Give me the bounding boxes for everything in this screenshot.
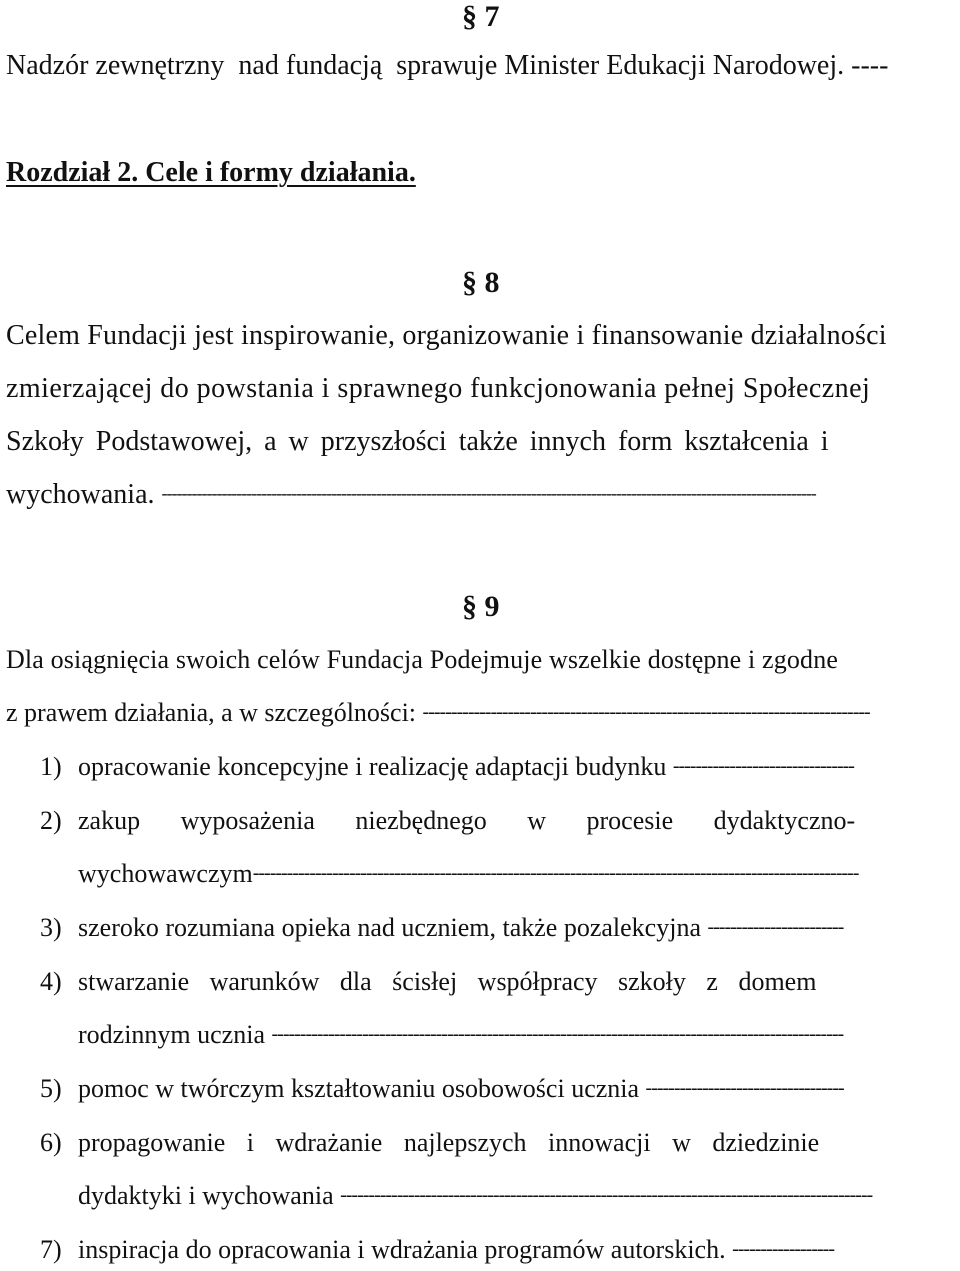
list-item-line: rodzinnym ucznia (78, 1020, 265, 1049)
list-item-dashes: ----------------------------------------------------------------------------------------------------------- (252, 862, 859, 884)
list-item-number: 2) (40, 806, 62, 835)
list-item-continuation (78, 859, 954, 889)
list-item-text (78, 1074, 954, 1104)
list-item-dashes: ------------------------ (707, 916, 844, 938)
section-7-heading: § 7 (462, 0, 500, 33)
list-item-number: 3) (40, 913, 62, 942)
paragraph-8-line-1: Celem Fundacji jest inspirowanie, organizowanie i finansowanie działalności (6, 320, 887, 351)
chapter-title: Rozdział 2. Cele i formy działania. (6, 157, 416, 188)
list-item-continuation (78, 1181, 954, 1211)
list-item-line: propagowanie i wdrażanie najlepszych innowacji w dziedzinie (78, 1128, 820, 1157)
paragraph-8-line-4 (6, 479, 956, 511)
paragraph-8-dashes: ----------------------------------------------------------------------------------------------------------------------------------- (161, 483, 816, 503)
list-item-dashes: -------------------------------- (672, 755, 854, 777)
list-item-line: stwarzanie warunków dla ścisłej współpracy szkoły z domem (78, 967, 817, 996)
paragraph-9-line-2 (6, 698, 956, 728)
paragraph-8-last-word: wychowania. (6, 479, 155, 510)
paragraph-7 (6, 50, 956, 82)
list-item-number: 5) (40, 1074, 62, 1103)
list-item-line: dydaktyki i wychowania (78, 1181, 334, 1210)
list-item-line: inspiracja do opracowania i wdrażania programów autorskich. (78, 1235, 726, 1264)
list-item-line: pomoc w twórczym kształtowaniu osobowości ucznia (78, 1074, 640, 1103)
chapter-heading (6, 157, 416, 189)
paragraph-7-dashes: ---- (851, 50, 889, 81)
list-item-dashes: ----------------------------------- (645, 1077, 844, 1099)
section-8-heading: § 8 (462, 266, 500, 299)
paragraph-8-line-2: zmierzającej do powstania i sprawnego funkcjonowania pełnej Społecznej (6, 373, 871, 404)
paragraph-9-dashes: ------------------------------------------------------------------------------- (422, 701, 870, 723)
list-item-number: 4) (40, 967, 62, 996)
list-item-line: opracowanie koncepcyjne i realizację adaptacji budynku (78, 752, 667, 781)
list-item-line: zakup wyposażenia niezbędnego w procesie dydaktyczno- (78, 806, 856, 835)
list-item-continuation (78, 1020, 954, 1050)
list-item-line: szeroko rozumiana opieka nad uczniem, także pozalekcyjna (78, 913, 701, 942)
list-item-number: 6) (40, 1128, 62, 1157)
list-item-text (78, 913, 954, 943)
list-item-dashes: ----------------------------------------------------------------------------------------------------- (271, 1023, 844, 1045)
paragraph-7-text: Nadzór zewnętrzny nad fundacją sprawuje Minister Edukacji Narodowej. (6, 50, 845, 81)
paragraph-8-line-3: Szkoły Podstawowej, a w przyszłości także innych form kształcenia i (6, 426, 829, 457)
list-item-dashes: ------------------ (732, 1238, 834, 1260)
list-item-line: wychowawczym (78, 859, 253, 888)
list-item-text (78, 752, 954, 782)
list-item-dashes: ---------------------------------------------------------------------------------------------- (340, 1184, 873, 1206)
list-item-number: 7) (40, 1235, 62, 1264)
paragraph-9-line-1: Dla osiągnięcia swoich celów Fundacja Podejmuje wszelkie dostępne i zgodne (6, 645, 839, 674)
list-item-number: 1) (40, 752, 62, 781)
section-9-heading: § 9 (462, 590, 500, 623)
paragraph-9-text: z prawem działania, a w szczególności: (6, 698, 417, 727)
list-item-text (78, 1235, 954, 1265)
